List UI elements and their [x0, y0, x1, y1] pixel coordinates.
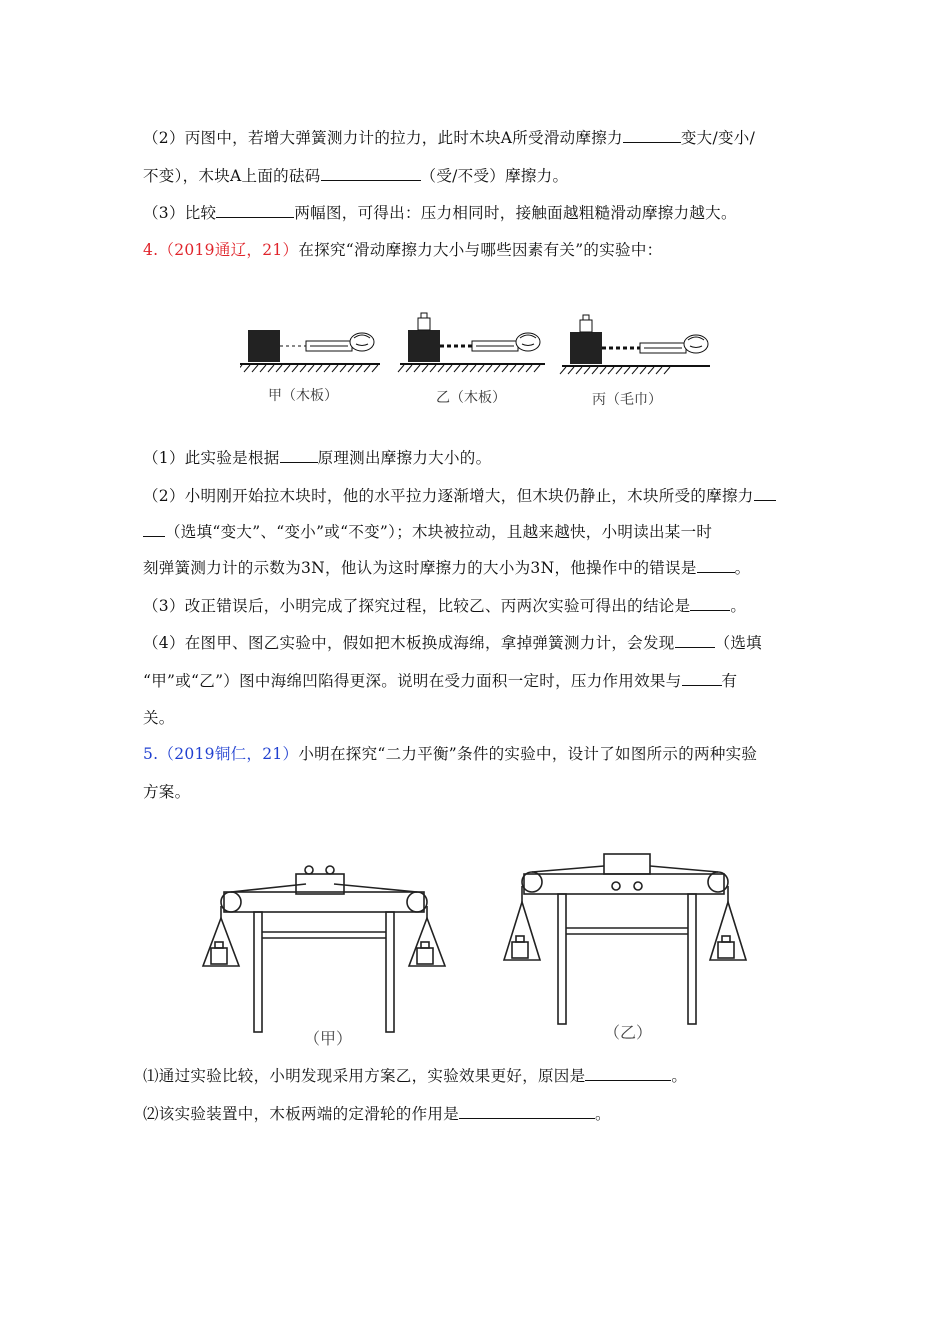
text: （2）小明刚开始拉木块时，他的水平拉力逐渐增大，但木块仍静止，木块所受的摩擦力	[143, 487, 754, 505]
figure-label: （乙）	[604, 1023, 653, 1042]
question-source: （2019铜仁，21）	[158, 745, 299, 763]
q3-sub3-line	[143, 203, 737, 223]
text: 变大/变小/	[680, 129, 756, 147]
figure-label: （甲）	[304, 1029, 353, 1048]
text: （1）此实验是根据	[143, 449, 280, 467]
question-stem: 在探究“滑动摩擦力大小与哪些因素有关”的实验中：	[298, 241, 663, 259]
q4-sub3	[143, 596, 746, 616]
answer-blank[interactable]	[216, 203, 294, 218]
text: 有	[721, 672, 738, 690]
q4-stem	[143, 240, 662, 260]
answer-blank[interactable]	[754, 486, 776, 501]
figure-label: 丙（毛巾）	[592, 392, 662, 408]
q4-sub2-line3	[143, 558, 750, 578]
text: 。	[730, 597, 747, 615]
text: 。	[671, 1067, 688, 1085]
q5-stem-line2	[143, 782, 190, 802]
text: ⑴通过实验比较，小明发现采用方案乙，实验效果更好，原因是	[143, 1067, 586, 1085]
text: 原理测出摩擦力大小的。	[317, 449, 492, 467]
setup-bing	[560, 315, 710, 374]
answer-blank[interactable]	[697, 558, 735, 573]
setup-yi	[504, 854, 746, 1024]
answer-blank[interactable]	[682, 671, 722, 686]
q4-sub2-line2	[143, 522, 712, 542]
answer-blank[interactable]	[623, 128, 681, 143]
q3-sub2-line1	[143, 128, 755, 148]
text: 关。	[143, 709, 175, 727]
text: （2）丙图中，若增大弹簧测力计的拉力，此时木块A所受滑动摩擦力	[143, 129, 623, 147]
q4-sub4-line2	[143, 671, 737, 691]
question-source: （2019通辽，21）	[158, 241, 299, 259]
text: （选填	[714, 634, 762, 652]
answer-blank[interactable]	[280, 448, 318, 463]
text: 刻弹簧测力计的示数为3N，他认为这时摩擦力的大小为3N，他操作中的错误是	[143, 559, 697, 577]
text: 方案。	[143, 783, 191, 801]
answer-blank[interactable]	[675, 633, 715, 648]
answer-blank[interactable]	[143, 522, 165, 537]
text: 。	[734, 559, 751, 577]
q3-sub2-line2	[143, 166, 568, 186]
figure-label: 乙（木板）	[436, 390, 506, 406]
setup-jia	[203, 866, 445, 1032]
text: （3）比较	[143, 204, 217, 222]
text: ⑵该实验装置中，木板两端的定滑轮的作用是	[143, 1105, 460, 1123]
q5-sub2	[143, 1104, 611, 1124]
text: （受/不受）摩擦力。	[420, 167, 569, 185]
text: （3）改正错误后，小明完成了探究过程，比较乙、丙两次实验可得出的结论是	[143, 597, 691, 615]
answer-blank[interactable]	[585, 1066, 671, 1081]
text: 两幅图，可得出：压力相同时，接触面越粗糙滑动摩擦力越大。	[294, 204, 737, 222]
text: 。	[595, 1105, 611, 1123]
answer-blank[interactable]	[321, 166, 421, 181]
text: （选填“变大”、“变小”或“不变”）；木块被拉动，且越来越快，小明读出某一时	[165, 523, 713, 541]
setup-yi	[398, 313, 545, 372]
q4-sub1	[143, 448, 491, 468]
question-number: 4.	[143, 241, 159, 259]
answer-blank[interactable]	[690, 596, 730, 611]
question-number: 5.	[143, 745, 159, 763]
figure-label: 甲（木板）	[268, 388, 338, 404]
q4-sub4-line3	[143, 708, 175, 728]
q4-sub4-line1	[143, 633, 762, 653]
text: “甲”或“乙”）图中海绵凹陷得更深。说明在受力面积一定时，压力作用效果与	[143, 672, 682, 690]
question-stem: 小明在探究“二力平衡”条件的实验中，设计了如图所示的两种实验	[298, 745, 758, 763]
text: （4）在图甲、图乙实验中，假如把木板换成海绵，拿掉弹簧测力计，会发现	[143, 634, 675, 652]
q5-sub1	[143, 1066, 687, 1086]
text: 不变），木块A上面的砝码	[143, 167, 321, 185]
two-force-balance-figure	[196, 848, 756, 1052]
setup-jia	[240, 330, 380, 372]
q5-stem-line1	[143, 744, 757, 764]
friction-experiment-figure	[240, 308, 720, 412]
answer-blank[interactable]	[459, 1104, 595, 1119]
q4-sub2-line1	[143, 486, 776, 506]
